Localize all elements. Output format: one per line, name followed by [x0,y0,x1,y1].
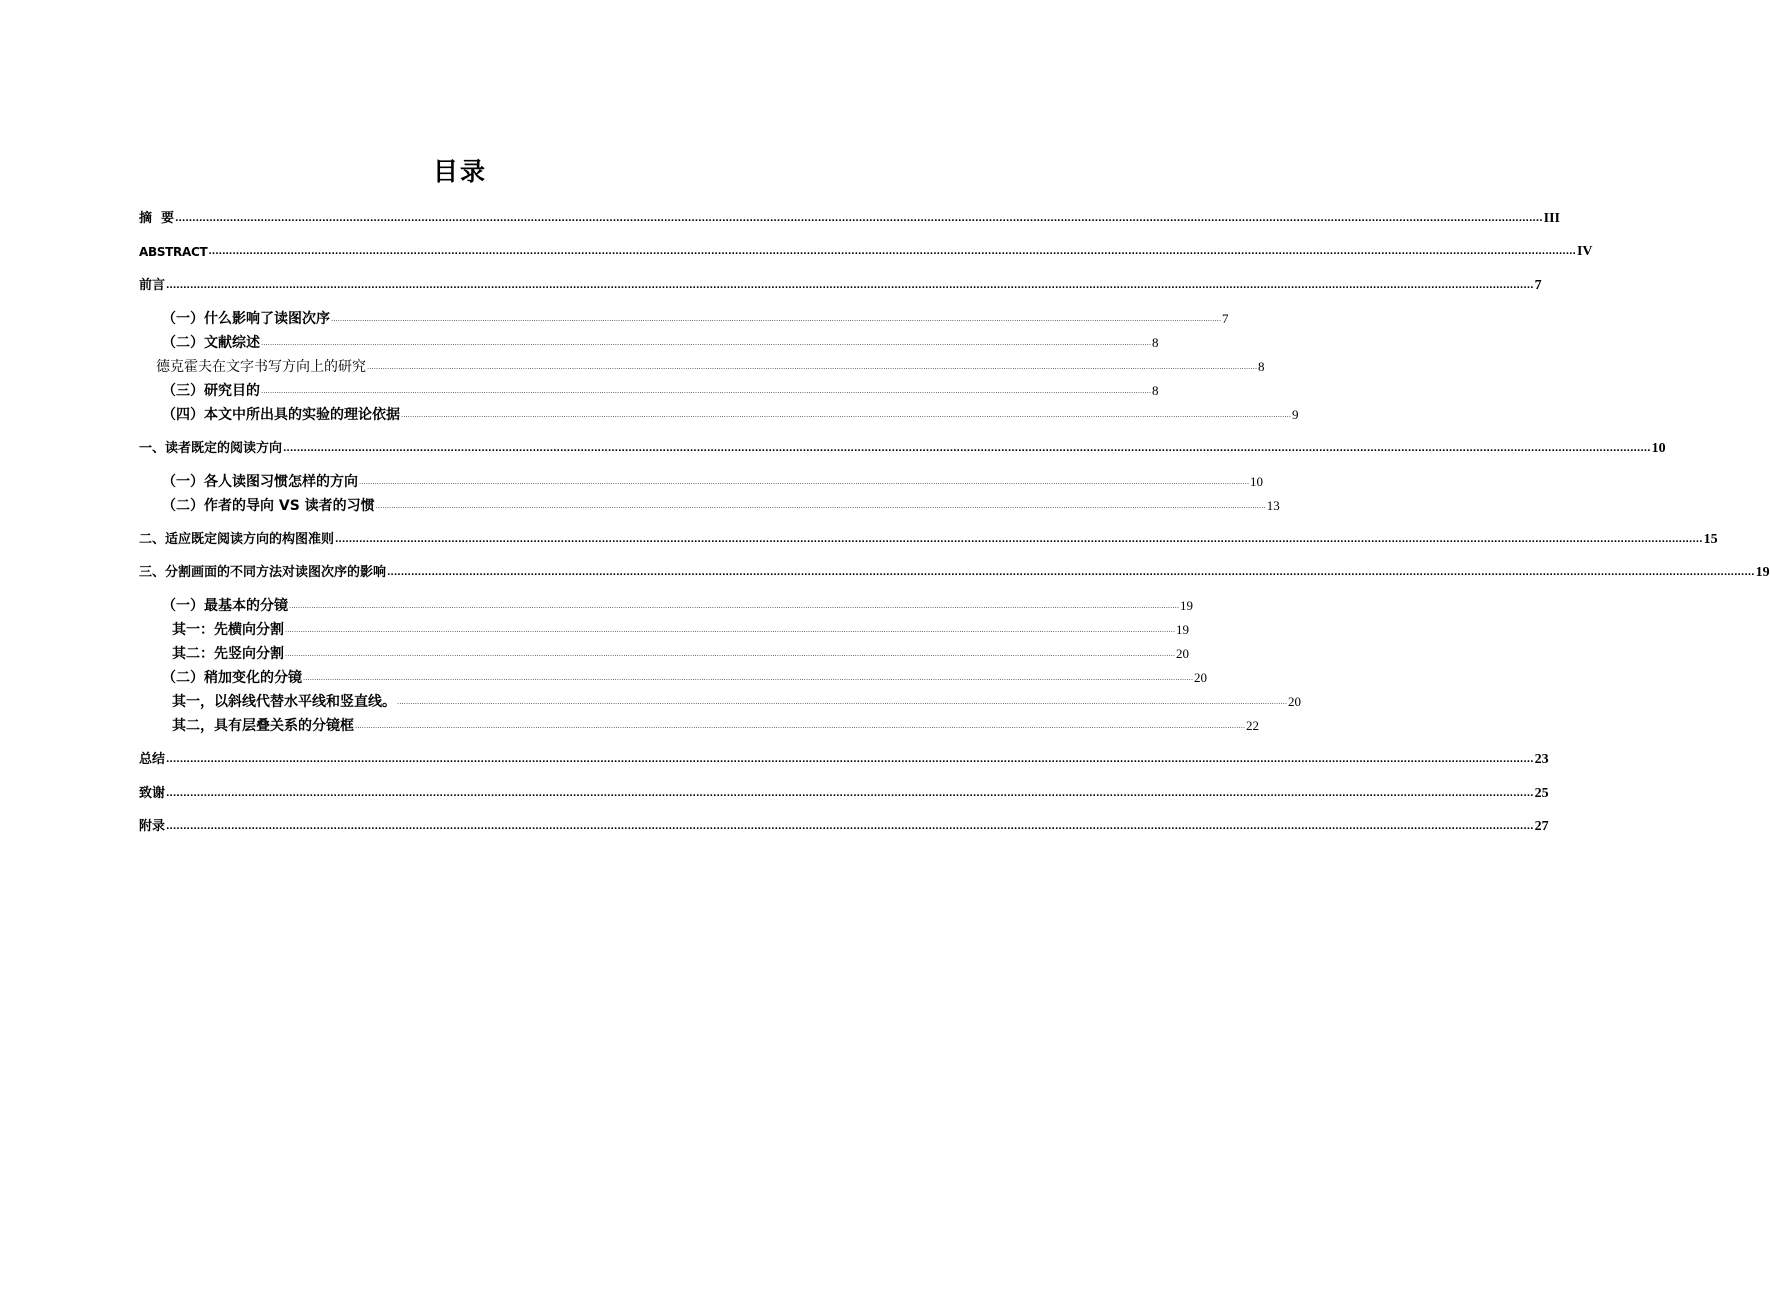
dot-leader: ................................................................................................................................................................................................................................................................................................................................................................................................................ [387,568,1755,578]
toc-entry-page: 19 [1176,622,1190,637]
toc-entry-chapter-3[interactable] [139,561,1770,583]
toc-entry-chapter-3-1[interactable] [162,594,1194,616]
toc-entry-page: III [1543,211,1560,226]
toc-entry-label: （二）稍加变化的分镜 [162,670,302,686]
dot-leader: ................................................................................................................................................................................................................................................................................................................................................................................................................ [375,502,1266,510]
toc-entry-page: 27 [1534,819,1549,834]
toc-entry-chapter-1-2[interactable] [162,494,1280,516]
toc-entry-appendix[interactable] [139,815,1549,837]
dot-leader: ................................................................................................................................................................................................................................................................................................................................................................................................................ [289,602,1180,610]
toc-entry-label: （一）什么影响了读图次序 [162,311,330,327]
toc-entry-page: 19 [1755,565,1770,580]
toc-entry-page: 13 [1266,498,1280,513]
toc-entry-label: （二）文献综述 [162,335,260,351]
toc-entry-abstract-en[interactable] [139,240,1593,262]
toc-entry-page: 19 [1180,598,1194,613]
toc-entry-summary[interactable] [139,748,1549,770]
toc-entry-preface-4[interactable] [162,403,1299,425]
toc-entry-label: （二）作者的导向 VS 读者的习惯 [162,498,375,514]
toc-entry-page: 8 [1152,383,1159,398]
dot-leader: ................................................................................................................................................................................................................................................................................................................................................................................................................ [367,363,1258,371]
toc-entry-page: 7 [1534,278,1542,293]
toc-entry-label: 一、读者既定的阅读方向 [139,441,283,456]
dot-leader: ................................................................................................................................................................................................................................................................................................................................................................................................................ [261,387,1152,395]
dot-leader: ................................................................................................................................................................................................................................................................................................................................................................................................................ [166,755,1534,765]
toc-entry-preface-1[interactable] [162,307,1229,329]
toc-entry-preface-3[interactable] [162,379,1159,401]
toc-entry-label: 前言 [139,278,166,293]
toc-entry-page: 22 [1246,718,1260,733]
toc-entry-label: 二、适应既定阅读方向的构图准则 [139,532,335,547]
dot-leader: ................................................................................................................................................................................................................................................................................................................................................................................................................ [303,674,1194,682]
toc-entry-chapter-3-1-a[interactable] [172,618,1190,640]
dot-leader: ................................................................................................................................................................................................................................................................................................................................................................................................................ [401,411,1292,419]
toc-entry-page: 20 [1176,646,1190,661]
toc-entry-chapter-3-2[interactable] [162,666,1208,688]
toc-entry-label: 总结 [139,752,166,767]
toc-entry-label: 其一：先横向分割 [172,622,284,638]
toc-entry-label: ABSTRACT [139,245,208,259]
dot-leader: ................................................................................................................................................................................................................................................................................................................................................................................................................ [397,698,1288,706]
toc-entry-page: IV [1576,244,1593,259]
toc-entry-label: 三、分割画面的不同方法对读图次序的影响 [139,565,387,580]
toc-entry-page: 9 [1292,407,1299,422]
toc-entry-label: 附录 [139,819,166,834]
toc-entry-page: 25 [1534,786,1549,801]
dot-leader: ................................................................................................................................................................................................................................................................................................................................................................................................................ [335,535,1703,545]
dot-leader: ................................................................................................................................................................................................................................................................................................................................................................................................................ [166,822,1534,832]
dot-leader: ................................................................................................................................................................................................................................................................................................................................................................................................................ [208,247,1576,257]
toc-entry-abstract-cn[interactable] [139,207,1560,229]
toc-entry-label: 德克霍夫在文字书写方向上的研究 [156,359,366,375]
toc-entry-chapter-1[interactable] [139,437,1666,459]
dot-leader: ................................................................................................................................................................................................................................................................................................................................................................................................................ [283,444,1651,454]
toc-entry-page: 20 [1194,670,1208,685]
dot-leader: ................................................................................................................................................................................................................................................................................................................................................................................................................ [355,722,1246,730]
toc-entry-chapter-3-1-b[interactable] [172,642,1190,664]
toc-entry-chapter-1-1[interactable] [162,470,1264,492]
dot-leader: ................................................................................................................................................................................................................................................................................................................................................................................................................ [285,650,1176,658]
toc-entry-chapter-3-2-a[interactable] [172,690,1302,712]
toc-entry-page: 7 [1222,311,1229,326]
toc-entry-label: （一）各人读图习惯怎样的方向 [162,474,358,490]
toc-entry-label: （三）研究目的 [162,383,260,399]
toc-title: 目录 [432,157,487,186]
toc-entry-label: （四）本文中所出具的实验的理论依据 [162,407,400,423]
dot-leader: ................................................................................................................................................................................................................................................................................................................................................................................................................ [261,339,1152,347]
dot-leader: ................................................................................................................................................................................................................................................................................................................................................................................................................ [166,789,1534,799]
toc-entry-page: 10 [1651,441,1666,456]
toc-entry-label: 摘 要 [139,211,175,226]
dot-leader: ................................................................................................................................................................................................................................................................................................................................................................................................................ [331,315,1222,323]
toc-entry-label: 其一，以斜线代替水平线和竖直线。 [172,694,396,710]
toc-entry-label: 致谢 [139,786,166,801]
toc-entry-chapter-2[interactable] [139,528,1718,550]
toc-entry-chapter-3-2-b[interactable] [172,714,1260,736]
toc-entry-label: 其二，具有层叠关系的分镜框 [172,718,354,734]
dot-leader: ................................................................................................................................................................................................................................................................................................................................................................................................................ [359,478,1250,486]
toc-entry-page: 8 [1152,335,1159,350]
toc-entry-page: 23 [1534,752,1549,767]
toc-entry-acknowledgements[interactable] [139,782,1549,804]
toc-entry-page: 15 [1703,532,1718,547]
toc-entry-preface-2-sub[interactable] [156,355,1265,377]
toc-entry-page: 20 [1288,694,1302,709]
toc-entry-preface-2[interactable] [162,331,1159,353]
toc-entry-page: 8 [1258,359,1265,374]
dot-leader: ................................................................................................................................................................................................................................................................................................................................................................................................................ [175,214,1543,224]
dot-leader: ................................................................................................................................................................................................................................................................................................................................................................................................................ [166,281,1534,291]
toc-entry-label: 其二：先竖向分割 [172,646,284,662]
toc-entry-label: （一）最基本的分镜 [162,598,288,614]
toc-entry-page: 10 [1250,474,1264,489]
toc-entry-preface[interactable] [139,274,1542,296]
dot-leader: ................................................................................................................................................................................................................................................................................................................................................................................................................ [285,626,1176,634]
